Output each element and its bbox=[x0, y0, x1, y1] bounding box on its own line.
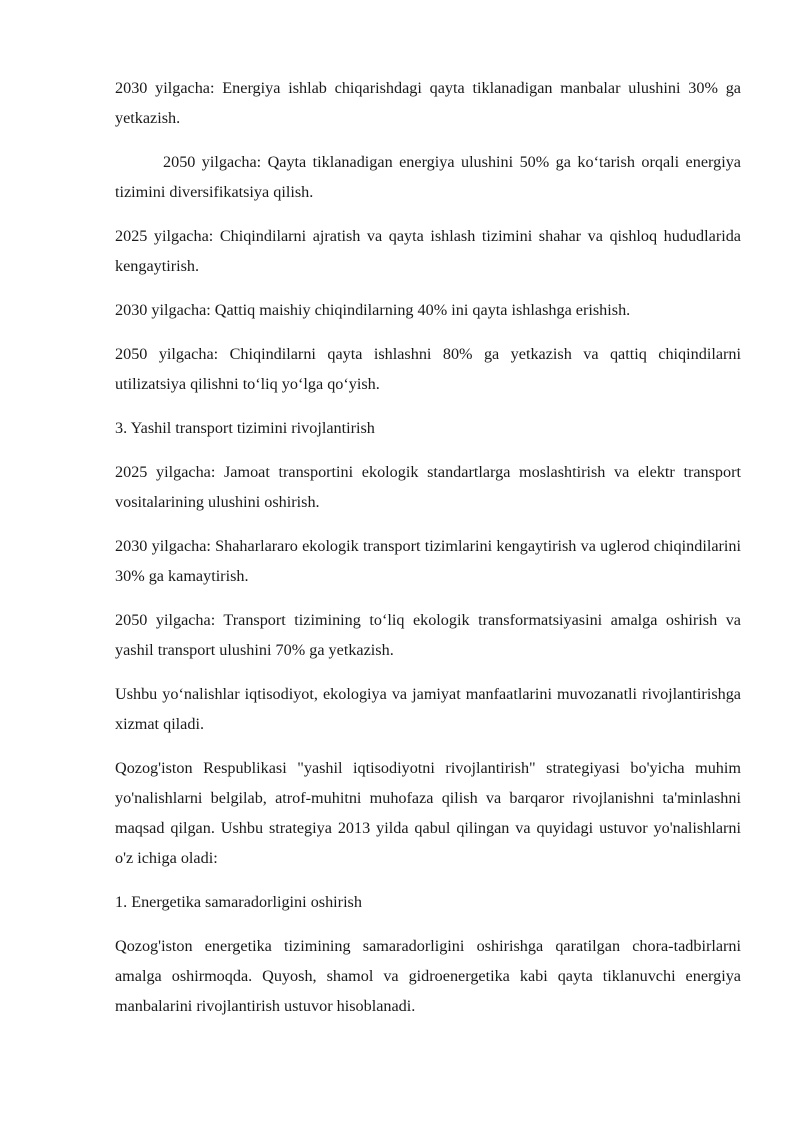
paragraph-2050-energy: 2050 yilgacha: Qayta tiklanadigan energiya ulushini 50% ga ko‘tarish orqali energiya tizimini diversifikatsiya qilish. bbox=[115, 153, 741, 201]
paragraph-2050-waste: 2050 yilgacha: Chiqindilarni qayta ishlashni 80% ga yetkazish va qattiq chiqindilarni utilizatsiya qilishni to‘liq yo‘lga qo‘yish. bbox=[115, 345, 741, 393]
section-heading-green-transport: 3. Yashil transport tizimini rivojlantirish bbox=[115, 419, 375, 437]
section-heading-energy-efficiency: 1. Energetika samaradorligini oshirish bbox=[115, 893, 362, 911]
paragraph-2025-waste: 2025 yilgacha: Chiqindilarni ajratish va qayta ishlash tizimini shahar va qishloq hududlarida kengaytirish. bbox=[115, 227, 741, 275]
paragraph-summary: Ushbu yo‘nalishlar iqtisodiyot, ekologiya va jamiyat manfaatlarini muvozanatli rivojlantirishga xizmat qiladi. bbox=[115, 685, 741, 733]
document-page bbox=[115, 73, 741, 1021]
paragraph-energy-efficiency: Qozog'iston energetika tizimining samaradorligini oshirishga qaratilgan chora-tadbirlarni amalga oshirmoqda. Quyosh, shamol va gidroenergetika kabi qayta tiklanuvchi energiya manbalarini rivojlantirish ustuvor hisoblanadi. bbox=[115, 937, 741, 1015]
paragraph-2025-transport: 2025 yilgacha: Jamoat transportini ekologik standartlarga moslashtirish va elektr transport vositalarining ulushini oshirish. bbox=[115, 463, 741, 511]
paragraph-2030-transport: 2030 yilgacha: Shaharlararo ekologik transport tizimlarini kengaytirish va uglerod chiqindilarini 30% ga kamaytirish. bbox=[115, 537, 741, 585]
paragraph-2030-waste: 2030 yilgacha: Qattiq maishiy chiqindilarning 40% ini qayta ishlashga erishish. bbox=[115, 301, 631, 319]
paragraph-2030-energy: 2030 yilgacha: Energiya ishlab chiqarishdagi qayta tiklanadigan manbalar ulushini 30% ga yetkazish. bbox=[115, 79, 741, 127]
paragraph-kazakhstan-strategy: Qozog'iston Respublikasi "yashil iqtisodiyotni rivojlantirish" strategiyasi bo'yicha muhim yo'nalishlarni belgilab, atrof-muhitni muhofaza qilish va barqaror rivojlanishni ta'minlashni maqsad qilgan. Ushbu strategiya 2013 yilda qabul qilingan va quyidagi ustuvor yo'nalishlarni o'z ichiga oladi: bbox=[115, 759, 741, 867]
paragraph-2050-transport: 2050 yilgacha: Transport tizimining to‘liq ekologik transformatsiyasini amalga oshirish va yashil transport ulushini 70% ga yetkazish. bbox=[115, 611, 741, 659]
